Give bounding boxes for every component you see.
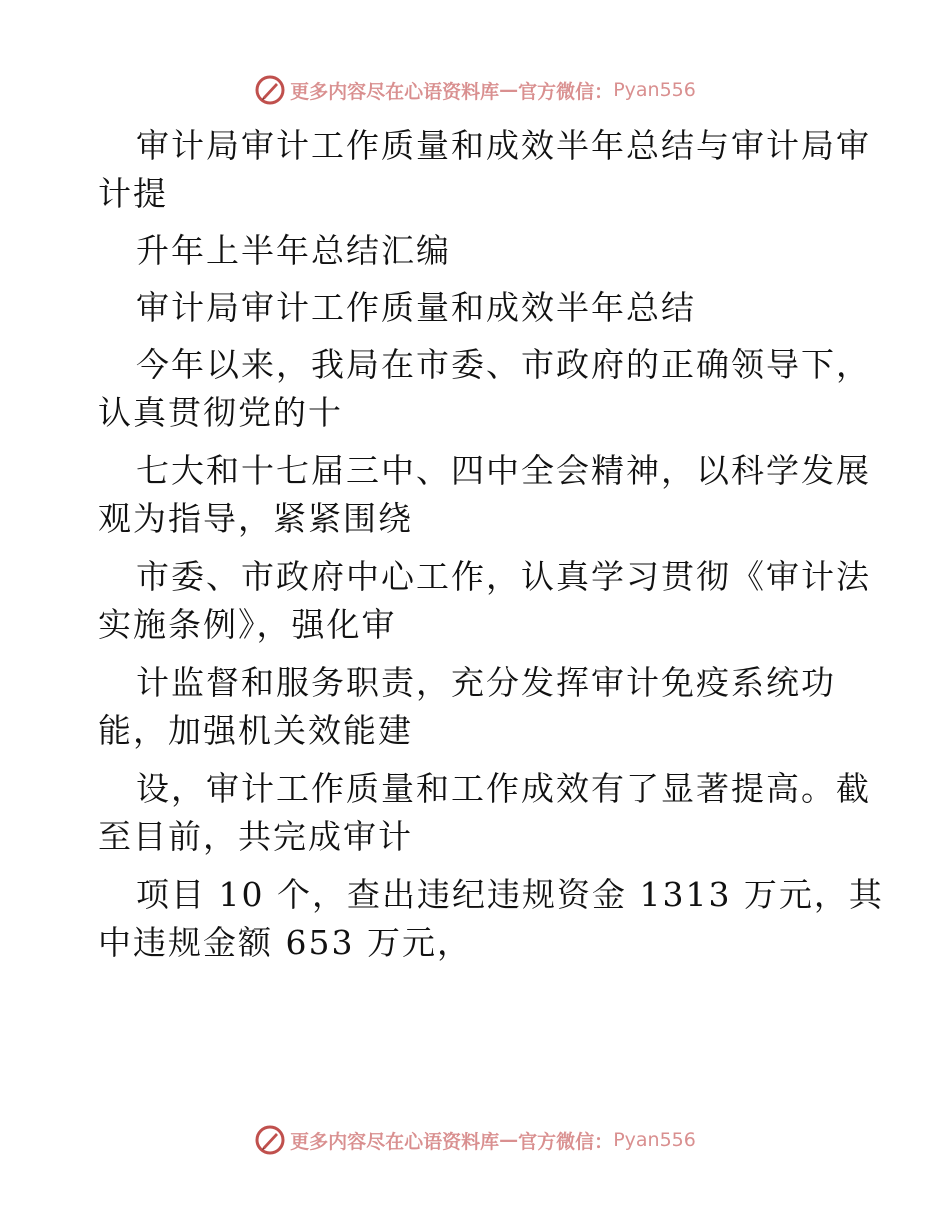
footer-dash: — — [499, 1129, 519, 1151]
header-dash: — — [499, 79, 519, 101]
body-line: 审计局审计工作质量和成效半年总结 — [136, 288, 696, 327]
footer-wechat-text: 官方微信： — [518, 1130, 614, 1153]
body-line: 观为指导，紧紧围绕 — [98, 499, 413, 538]
pen-logo-icon — [254, 1124, 286, 1156]
header-wechat-id: Pyan556 — [613, 79, 696, 101]
footer-wechat-id: Pyan556 — [613, 1129, 696, 1151]
pen-logo-icon — [254, 74, 286, 106]
body-line: 至目前，共完成审计 — [98, 817, 413, 856]
body-line: 市委、市政府中心工作，认真学习贯彻《审计法 — [136, 557, 871, 596]
header-wechat-text: 官方微信： — [518, 80, 614, 103]
body-line: 认真贯彻党的十 — [98, 393, 343, 432]
document-body — [98, 122, 884, 967]
body-line: 计监督和服务职责，充分发挥审计免疫系统功 — [136, 663, 836, 702]
body-line: 中违规金额 653 万元， — [98, 923, 472, 962]
header-site-text: 更多内容尽在心语资料库 — [290, 80, 500, 103]
body-line: 设，审计工作质量和工作成效有了显著提高。截 — [136, 769, 871, 808]
body-line: 审计局审计工作质量和成效半年总结与审计局审 — [136, 126, 871, 165]
body-line: 七大和十七届三中、四中全会精神，以科学发展 — [136, 451, 871, 490]
header-banner — [0, 70, 950, 110]
body-line: 能，加强机关效能建 — [98, 711, 413, 750]
body-line: 项目 10 个，查出违纪违规资金 1313 万元，其 — [136, 875, 884, 914]
body-line: 今年以来，我局在市委、市政府的正确领导下， — [136, 345, 871, 384]
footer-site-text: 更多内容尽在心语资料库 — [290, 1130, 500, 1153]
footer-banner — [0, 1120, 950, 1160]
body-line: 计提 — [98, 174, 168, 213]
body-line: 实施条例》，强化审 — [98, 605, 397, 644]
body-line: 升年上半年总结汇编 — [136, 231, 451, 270]
